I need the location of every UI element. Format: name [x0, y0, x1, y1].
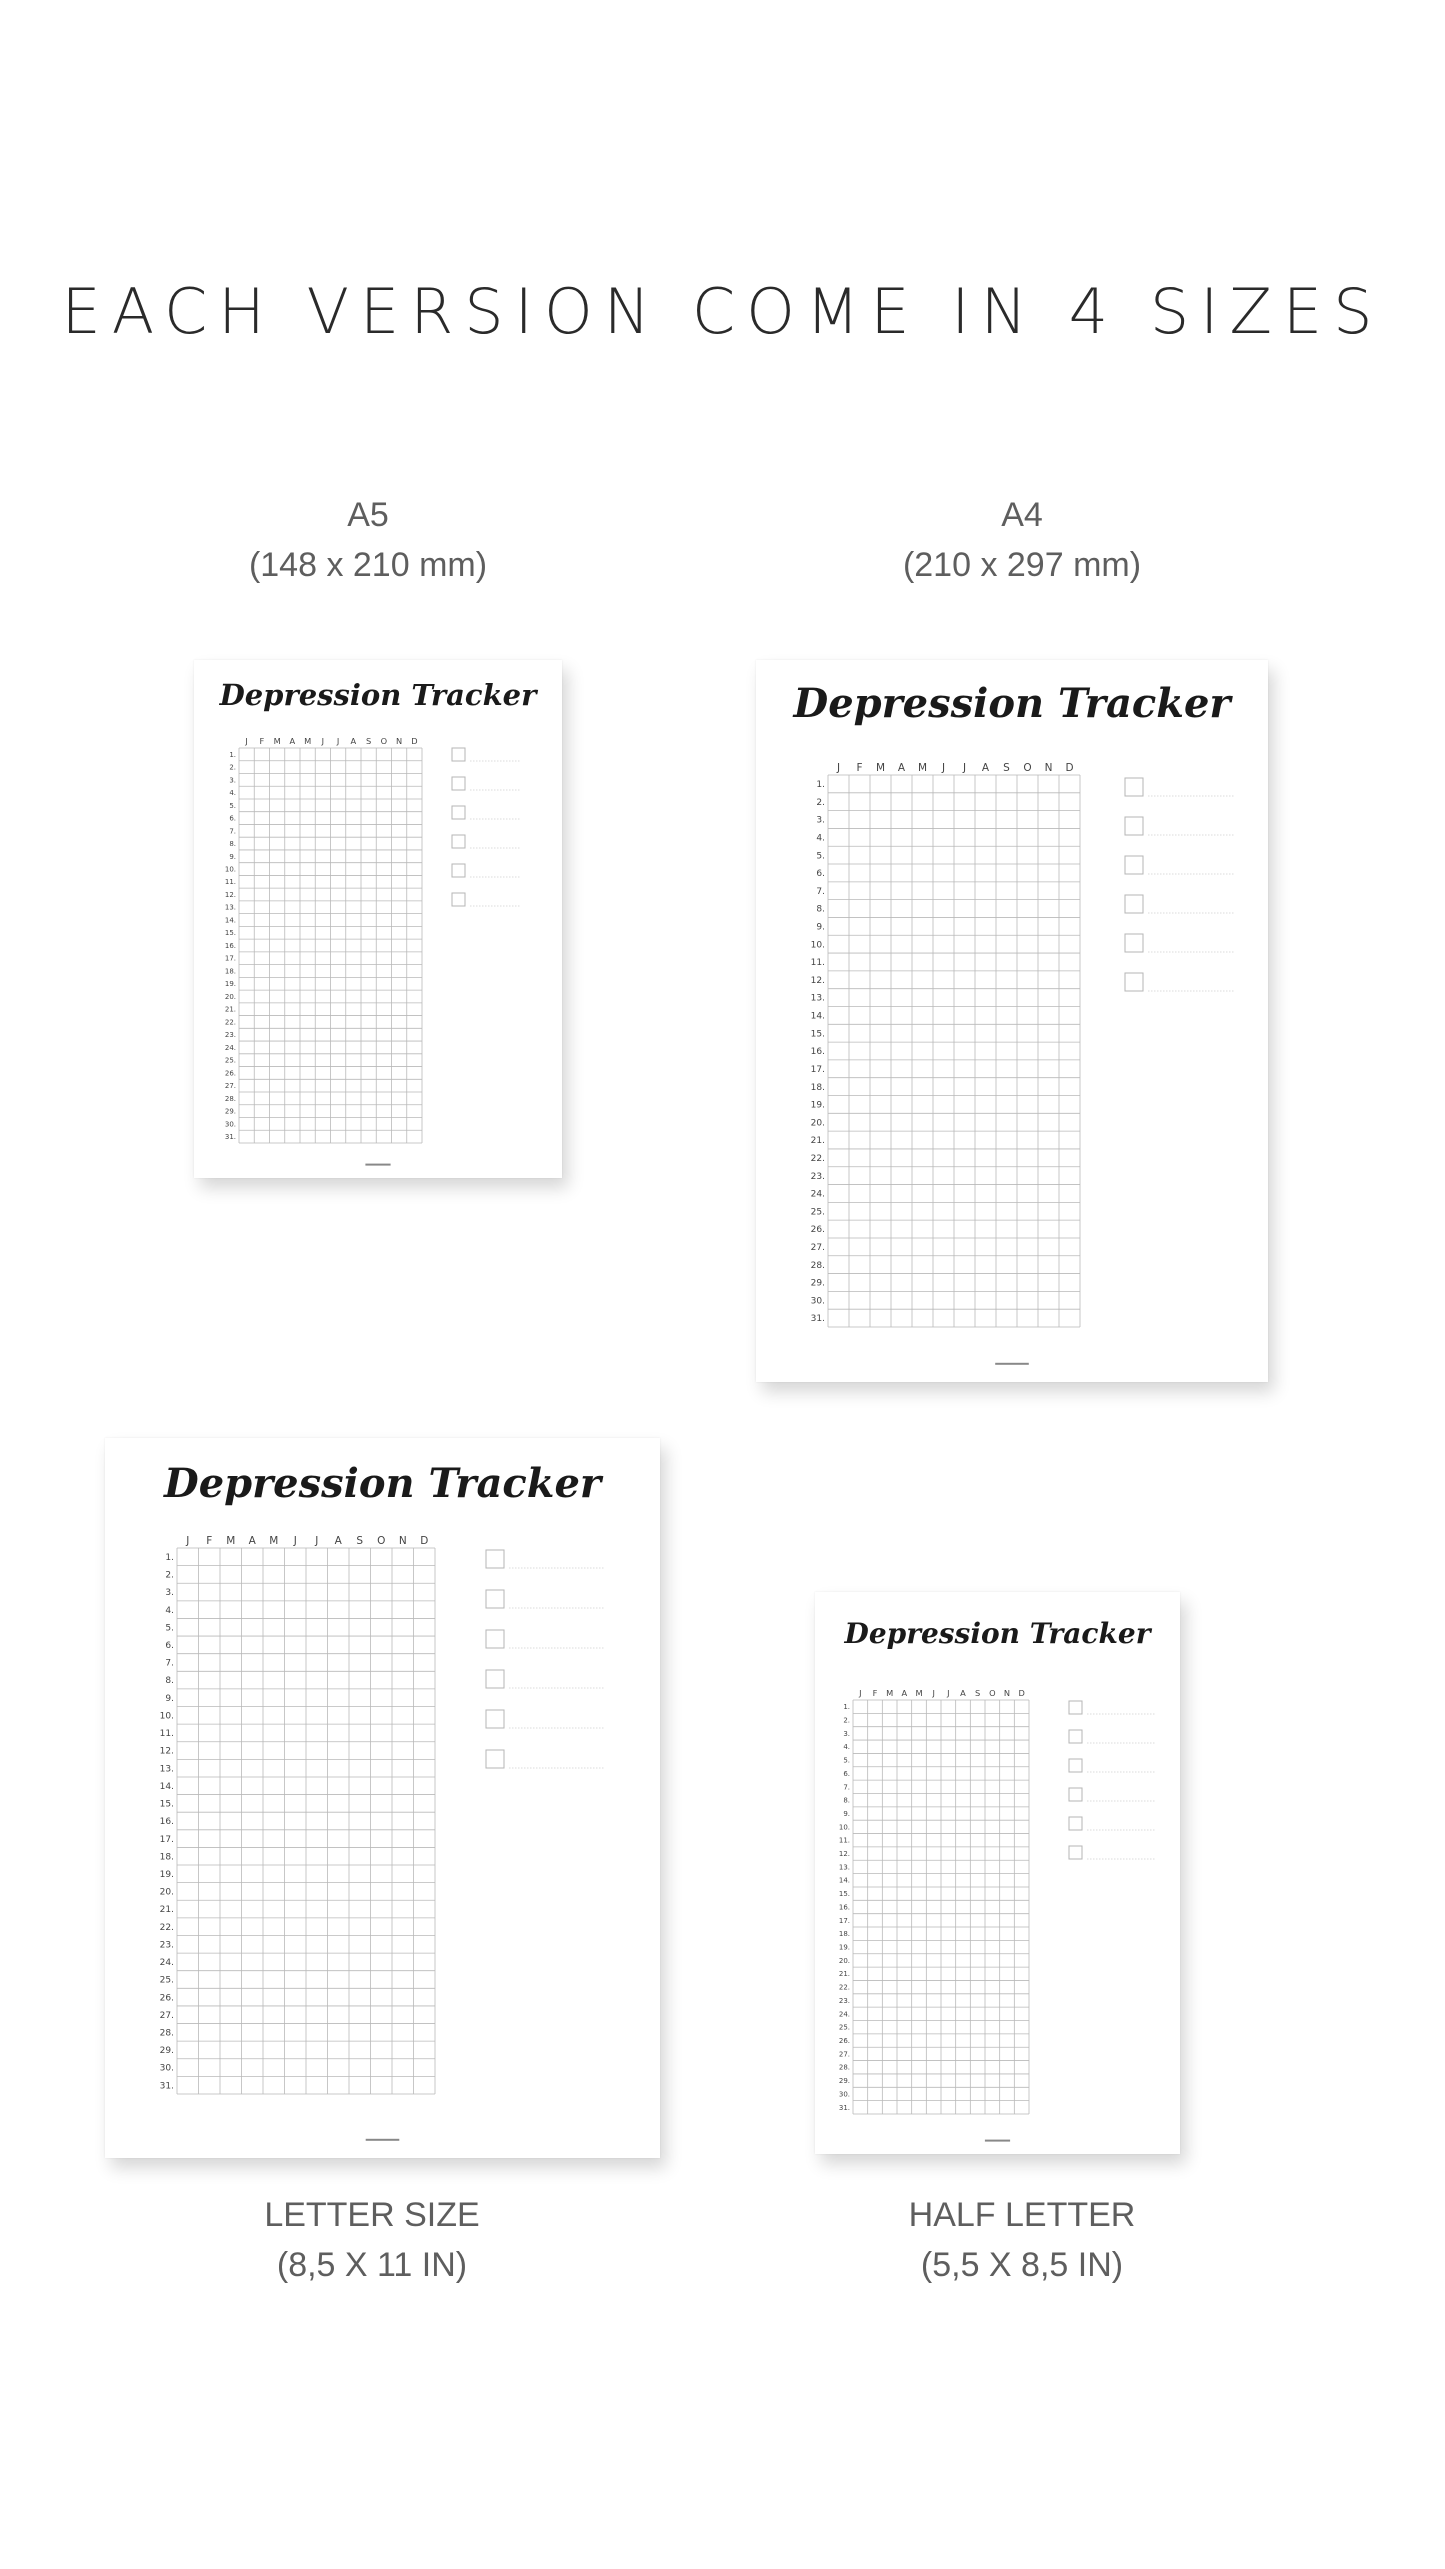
- day-label: 24.: [224, 1043, 236, 1052]
- day-label: 3.: [843, 1729, 850, 1738]
- month-label: J: [947, 1688, 950, 1698]
- day-label: 10.: [159, 1711, 174, 1722]
- tracker-grid: [853, 1700, 1029, 2114]
- tracker-sheet-a4: [756, 660, 1268, 1382]
- day-label: 11.: [810, 958, 825, 969]
- footer-mark: [365, 1164, 390, 1166]
- checkbox: [452, 748, 465, 761]
- checkbox: [486, 1750, 504, 1768]
- month-label: N: [396, 736, 403, 746]
- day-label: 30.: [159, 2063, 174, 2074]
- tracker-sheet-a5: [194, 660, 562, 1178]
- day-label: 5.: [229, 801, 236, 810]
- checkbox: [452, 864, 465, 877]
- checkbox: [1125, 817, 1143, 835]
- checkbox: [486, 1670, 504, 1688]
- caption-letter: [172, 2190, 572, 2290]
- month-label: A: [248, 1535, 256, 1547]
- month-label: J: [315, 1535, 319, 1547]
- size-dims: (8,5 X 11 IN): [276, 2246, 468, 2284]
- checkbox: [1125, 973, 1143, 991]
- headline: EACH VERSION COME IN 4 SIZES: [61, 275, 1384, 348]
- month-label: M: [875, 762, 886, 774]
- day-label: 17.: [810, 1064, 825, 1075]
- day-label: 5.: [843, 1756, 850, 1765]
- day-label: 13.: [838, 1863, 850, 1872]
- checkbox: [452, 806, 465, 819]
- day-label: 25.: [810, 1207, 825, 1218]
- day-label: 27.: [224, 1082, 236, 1091]
- day-label: 9.: [843, 1809, 850, 1818]
- day-label: 13.: [810, 993, 825, 1004]
- tracker-graphic: [194, 660, 562, 1178]
- day-label: 23.: [838, 1996, 850, 2005]
- size-name: A4: [1001, 496, 1043, 534]
- day-label: 12.: [810, 975, 825, 986]
- day-label: 27.: [810, 1243, 825, 1254]
- checkbox: [1069, 1759, 1082, 1772]
- day-label: 18.: [224, 967, 236, 976]
- month-label: O: [1023, 762, 1032, 774]
- day-label: 10.: [810, 940, 825, 951]
- day-label: 27.: [838, 2050, 850, 2059]
- day-label: 18.: [810, 1082, 825, 1093]
- month-label: D: [1018, 1688, 1025, 1698]
- month-label: J: [859, 1688, 862, 1698]
- tracker-grid: [828, 775, 1080, 1327]
- day-label: 28.: [159, 2028, 174, 2039]
- month-label: O: [380, 736, 388, 746]
- day-label: 3.: [165, 1588, 174, 1599]
- day-label: 7.: [165, 1658, 174, 1669]
- month-label: A: [897, 762, 906, 774]
- day-label: 4.: [843, 1743, 850, 1752]
- day-label: 2.: [165, 1570, 174, 1581]
- day-label: 7.: [843, 1783, 850, 1792]
- caption-half-letter: [822, 2190, 1222, 2290]
- month-label: A: [334, 1535, 342, 1547]
- day-label: 15.: [159, 1799, 174, 1810]
- day-label: 8.: [816, 904, 825, 915]
- month-label: A: [981, 762, 990, 774]
- day-label: 16.: [159, 1817, 174, 1828]
- day-label: 9.: [229, 852, 236, 861]
- month-label: J: [932, 1688, 935, 1698]
- month-label: A: [289, 736, 296, 746]
- day-label: 24.: [838, 2010, 850, 2019]
- day-label: 10.: [838, 1823, 850, 1832]
- day-label: 25.: [224, 1056, 236, 1065]
- day-label: 16.: [838, 1903, 850, 1912]
- day-label: 26.: [810, 1225, 825, 1236]
- day-label: 29.: [838, 2077, 850, 2086]
- size-dims: (5,5 X 8,5 IN): [920, 2246, 1124, 2284]
- checkbox: [1069, 1788, 1082, 1801]
- day-label: 12.: [838, 1850, 850, 1859]
- checkbox: [1125, 934, 1143, 952]
- checkbox: [1069, 1701, 1082, 1714]
- checkbox: [1125, 778, 1143, 796]
- month-label: M: [304, 736, 312, 746]
- day-label: 3.: [229, 776, 236, 785]
- day-label: 22.: [224, 1018, 236, 1027]
- day-label: 29.: [159, 2046, 174, 2057]
- size-name: LETTER SIZE: [264, 2196, 480, 2234]
- size-name: A5: [347, 496, 389, 534]
- day-label: 5.: [165, 1623, 174, 1634]
- day-label: 20.: [224, 992, 236, 1001]
- day-label: 11.: [838, 1836, 850, 1845]
- day-label: 12.: [224, 890, 236, 899]
- day-label: 9.: [816, 922, 825, 933]
- day-label: 23.: [224, 1031, 236, 1040]
- month-label: J: [321, 736, 325, 746]
- checkbox: [486, 1710, 504, 1728]
- day-label: 21.: [224, 1005, 236, 1014]
- day-label: 10.: [224, 865, 236, 874]
- tracker-sheet-half-letter: [815, 1592, 1180, 2154]
- tracker-title: Depression Tracker: [844, 1617, 1151, 1650]
- checkbox: [486, 1550, 504, 1568]
- checkbox: [1125, 895, 1143, 913]
- tracker-graphic: [105, 1438, 660, 2158]
- day-label: 2.: [229, 763, 236, 772]
- month-label: O: [377, 1535, 386, 1547]
- day-label: 19.: [810, 1100, 825, 1111]
- day-label: 14.: [838, 1876, 850, 1885]
- month-label: M: [917, 762, 928, 774]
- month-label: M: [269, 1535, 279, 1547]
- month-label: N: [1003, 1688, 1011, 1698]
- month-label: J: [962, 762, 967, 774]
- day-label: 26.: [224, 1069, 236, 1078]
- day-label: 1.: [229, 750, 236, 759]
- day-label: 28.: [838, 2063, 850, 2072]
- day-label: 8.: [843, 1796, 850, 1805]
- checkbox: [452, 893, 465, 906]
- month-label: S: [1003, 762, 1010, 774]
- month-label: J: [836, 762, 841, 774]
- month-label: S: [975, 1688, 981, 1698]
- day-label: 18.: [159, 1852, 174, 1863]
- day-label: 22.: [810, 1153, 825, 1164]
- checkbox: [1069, 1846, 1082, 1859]
- day-label: 25.: [838, 2023, 850, 2032]
- day-label: 2.: [816, 797, 825, 808]
- day-label: 31.: [224, 1133, 236, 1142]
- day-label: 23.: [810, 1171, 825, 1182]
- month-label: N: [398, 1535, 407, 1547]
- day-label: 19.: [224, 980, 236, 989]
- day-label: 17.: [838, 1916, 850, 1925]
- day-label: 25.: [159, 1975, 174, 1986]
- day-label: 30.: [838, 2090, 850, 2099]
- day-label: 9.: [165, 1693, 174, 1704]
- day-label: 16.: [810, 1047, 825, 1058]
- day-label: 15.: [224, 929, 236, 938]
- month-label: J: [336, 736, 340, 746]
- day-label: 21.: [838, 1970, 850, 1979]
- day-label: 5.: [816, 851, 825, 862]
- day-label: 14.: [810, 1011, 825, 1022]
- day-label: 22.: [159, 1922, 174, 1933]
- day-label: 15.: [810, 1029, 825, 1040]
- footer-mark: [995, 1363, 1029, 1365]
- month-label: M: [226, 1535, 236, 1547]
- checkbox: [1069, 1730, 1082, 1743]
- day-label: 6.: [843, 1769, 850, 1778]
- day-label: 26.: [838, 2036, 850, 2045]
- day-label: 31.: [838, 2103, 850, 2112]
- month-label: J: [293, 1535, 297, 1547]
- checkbox: [1125, 856, 1143, 874]
- day-label: 2.: [843, 1716, 850, 1725]
- month-label: J: [245, 736, 248, 746]
- checkbox: [486, 1590, 504, 1608]
- day-label: 7.: [229, 827, 236, 836]
- day-label: 13.: [224, 903, 236, 912]
- tracker-graphic: [756, 660, 1268, 1382]
- tracker-sheet-letter: [105, 1438, 660, 2158]
- day-label: 3.: [816, 815, 825, 826]
- month-label: O: [989, 1688, 996, 1698]
- day-label: 18.: [838, 1930, 850, 1939]
- day-label: 24.: [810, 1189, 825, 1200]
- day-label: 30.: [224, 1120, 236, 1129]
- checkbox: [452, 835, 465, 848]
- month-label: F: [872, 1688, 878, 1698]
- day-label: 28.: [810, 1260, 825, 1271]
- tracker-title: Depression Tracker: [219, 678, 537, 712]
- month-label: D: [1065, 762, 1074, 774]
- footer-mark: [366, 2139, 400, 2141]
- day-label: 22.: [838, 1983, 850, 1992]
- size-dims: (210 x 297 mm): [902, 546, 1142, 584]
- tracker-graphic: [815, 1592, 1180, 2154]
- day-label: 8.: [165, 1676, 174, 1687]
- tracker-grid: [177, 1548, 435, 2094]
- day-label: 23.: [159, 1940, 174, 1951]
- day-label: 20.: [159, 1887, 174, 1898]
- checkbox: [1069, 1817, 1082, 1830]
- day-label: 13.: [159, 1764, 174, 1775]
- month-label: F: [856, 762, 863, 774]
- day-label: 24.: [159, 1958, 174, 1969]
- day-label: 31.: [159, 2081, 174, 2092]
- day-label: 8.: [229, 840, 236, 849]
- footer-mark: [985, 2140, 1010, 2142]
- day-label: 26.: [159, 1993, 174, 2004]
- tracker-title: Depression Tracker: [164, 1460, 601, 1507]
- caption-a4: [822, 490, 1222, 590]
- month-label: D: [420, 1535, 429, 1547]
- day-label: 29.: [810, 1278, 825, 1289]
- day-label: 27.: [159, 2010, 174, 2021]
- month-label: D: [411, 736, 418, 746]
- day-label: 1.: [843, 1703, 850, 1712]
- day-label: 19.: [159, 1869, 174, 1880]
- day-label: 15.: [838, 1890, 850, 1899]
- checkbox: [452, 777, 465, 790]
- month-label: A: [901, 1688, 908, 1698]
- month-label: M: [273, 736, 281, 746]
- day-label: 31.: [810, 1314, 825, 1325]
- month-label: J: [941, 762, 946, 774]
- month-label: S: [356, 1535, 364, 1547]
- month-label: A: [960, 1688, 966, 1698]
- day-label: 12.: [159, 1746, 174, 1757]
- month-label: F: [206, 1535, 213, 1547]
- caption-a5: [168, 490, 568, 590]
- month-label: F: [259, 736, 265, 746]
- month-label: J: [186, 1535, 190, 1547]
- day-label: 14.: [159, 1781, 174, 1792]
- tracker-title: Depression Tracker: [793, 680, 1231, 727]
- day-label: 4.: [165, 1605, 174, 1616]
- month-label: N: [1044, 762, 1053, 774]
- day-label: 1.: [165, 1552, 174, 1563]
- day-label: 20.: [810, 1118, 825, 1129]
- day-label: 17.: [224, 954, 236, 963]
- day-label: 11.: [159, 1729, 174, 1740]
- month-label: M: [886, 1688, 894, 1698]
- size-name: HALF LETTER: [908, 2196, 1136, 2234]
- month-label: S: [366, 736, 372, 746]
- day-label: 20.: [838, 1956, 850, 1965]
- day-label: 30.: [810, 1296, 825, 1307]
- size-dims: (148 x 210 mm): [248, 546, 488, 584]
- day-label: 1.: [816, 780, 825, 791]
- day-label: 6.: [229, 814, 236, 823]
- day-label: 21.: [159, 1905, 174, 1916]
- month-label: A: [350, 736, 357, 746]
- day-label: 4.: [816, 833, 825, 844]
- day-label: 4.: [229, 789, 236, 798]
- day-label: 7.: [816, 886, 825, 897]
- day-label: 14.: [224, 916, 236, 925]
- day-label: 6.: [816, 869, 825, 880]
- day-label: 29.: [224, 1107, 236, 1116]
- day-label: 17.: [159, 1834, 174, 1845]
- day-label: 19.: [838, 1943, 850, 1952]
- tracker-grid: [239, 748, 422, 1143]
- month-label: M: [915, 1688, 923, 1698]
- day-label: 21.: [810, 1136, 825, 1147]
- checkbox: [486, 1630, 504, 1648]
- day-label: 6.: [165, 1641, 174, 1652]
- day-label: 16.: [224, 941, 236, 950]
- day-label: 11.: [224, 878, 236, 887]
- day-label: 28.: [224, 1094, 236, 1103]
